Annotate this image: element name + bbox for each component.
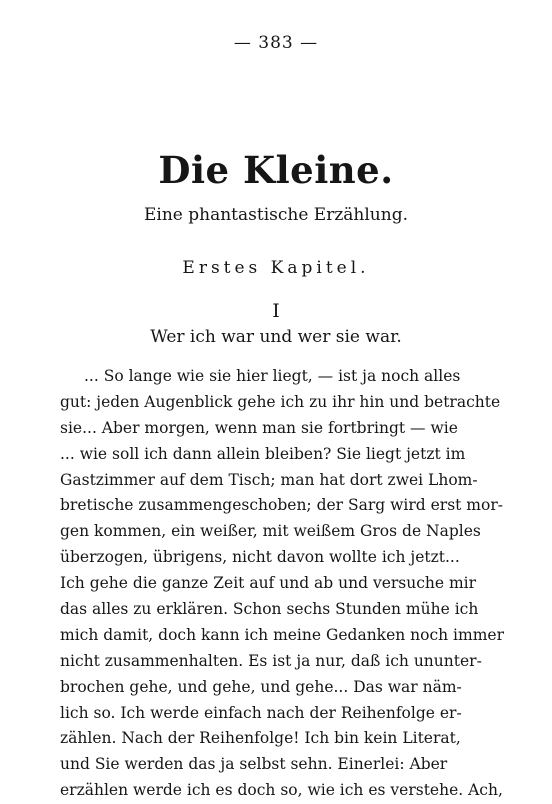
body-text — [60, 364, 504, 804]
text-line: lich so. Ich werde einfach nach der Reihenfolge er- — [60, 703, 462, 722]
text-line: nicht zusammenhalten. Es ist ja nur, daß ich ununter- — [60, 651, 482, 670]
text-line: ... So lange wie sie hier liegt, — ist ja noch alles — [84, 367, 461, 385]
text-line: mich damit, doch kann ich meine Gedanken noch immer — [60, 625, 504, 644]
text-line: bretische zusammengeschoben; der Sarg wird erst mor- — [60, 496, 503, 515]
text-line: Ich gehe die ganze Zeit auf und ab und versuche mir — [60, 574, 477, 593]
section-title: Wer ich war und wer sie war. — [150, 327, 402, 347]
text-line: und Sie werden das ja selbst sehn. Einerlei: Aber — [60, 755, 448, 774]
story-subtitle: Eine phantastische Erzählung. — [144, 205, 408, 225]
page-number: — 383 — — [233, 33, 319, 53]
text-line: gen kommen, ein weißer, mit weißem Gros de Naples — [60, 522, 481, 541]
text-line: das alles zu erklären. Schon sechs Stunden mühe ich — [60, 600, 479, 619]
section-number: I — [272, 300, 280, 322]
chapter-heading: Erstes Kapitel. — [182, 258, 370, 278]
text-line: Gastzimmer auf dem Tisch; man hat dort zwei Lhom- — [60, 470, 478, 489]
text-line: brochen gehe, und gehe, und gehe... Das war näm- — [60, 677, 462, 696]
text-line: überzogen, übrigens, nicht davon wollte ich jetzt... — [60, 548, 460, 567]
text-line: ... wie soll ich dann allein bleiben? Sie liegt jetzt im — [60, 444, 466, 463]
text-line: sie... Aber morgen, wenn man sie fortbringt — wie — [60, 418, 458, 437]
text-line: zählen. Nach der Reihenfolge! Ich bin kein Literat, — [60, 729, 461, 748]
text-line: gut: jeden Augenblick gehe ich zu ihr hin und betrachte — [60, 392, 501, 411]
story-title: Die Kleine. — [158, 148, 394, 192]
text-line: erzählen werde ich es doch so, wie ich es verstehe. Ach, — [60, 781, 503, 800]
